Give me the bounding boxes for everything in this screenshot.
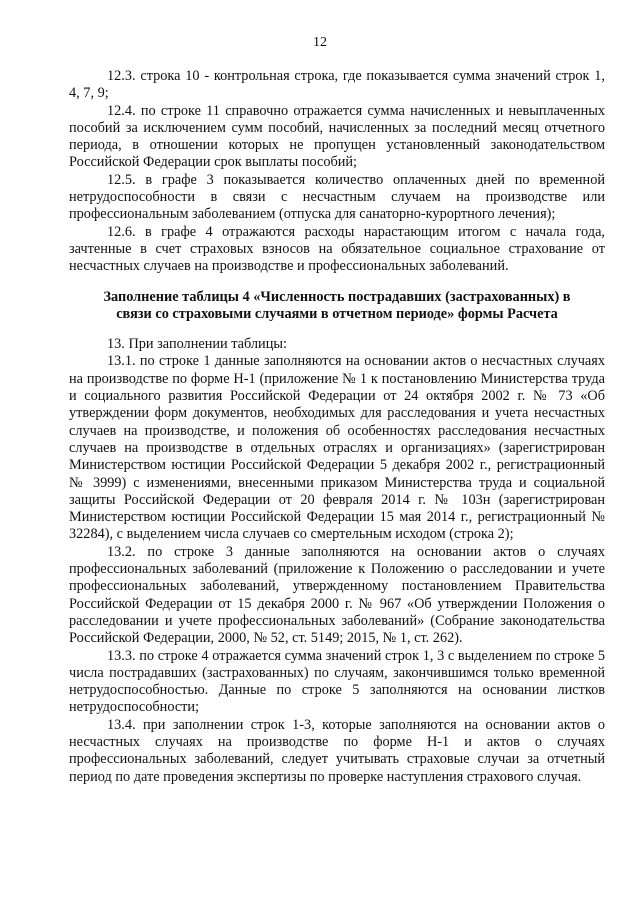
paragraph-13-2: 13.2. по строке 3 данные заполняются на основании актов о случаях профессиональных заболеваний (приложение к Положению о расследовании и учете профессиональных заболеваний, утвержденному постановлением Правительства Российской Федерации от 15 декабря 2000 г. № 967 «Об утверждении Положения о расследовании и учете профессиональных заболеваний» (Собрание законодательства Российской Федерации, 2000, № 52, ст. 5149; 2015, № 1, ст. 262). bbox=[69, 543, 605, 647]
paragraph-12-3: 12.3. строка 10 - контрольная строка, где показывается сумма значений строк 1, 4, 7, 9; bbox=[69, 68, 605, 102]
section-heading: Заполнение таблицы 4 «Численность пострадавших (застрахованных) в связи со страховыми случаями в отчетном периоде» формы Расчета bbox=[103, 288, 571, 322]
paragraph-13-4: 13.4. при заполнении строк 1-3, которые заполняются на основании актов о несчастных случаях на производстве по форме Н-1 и актов о случаях профессиональных заболеваний, следует учитывать страховые случаи за отчетный период по дате проведения экспертизы по проверке наступления страхового случая. bbox=[69, 716, 605, 785]
document-body bbox=[69, 68, 605, 786]
paragraph-12-5: 12.5. в графе 3 показывается количество оплаченных дней по временной нетрудоспособности в связи с несчастным случаем на производстве или профессиональным заболеванием (отпуска для санаторно-курортного лечения); bbox=[69, 171, 605, 223]
page-number: 12 bbox=[313, 35, 327, 50]
paragraph-13-1: 13.1. по строке 1 данные заполняются на основании актов о несчастных случаях на производстве по форме Н-1 (приложение № 1 к постановлению Министерства труда и социального развития Российской Федерации от 24 октября 2002 г. № 73 «Об утверждении форм документов, необходимых для расследования и учета несчастных случаев на производстве, и положения об особенностях расследования несчастных случаев на производстве в отдельных отраслях и организациях» (зарегистрирован Министерством юстиции Российской Федерации 5 декабря 2002 г., регистрационный № 3999) с изменениями, внесенными приказом Министерства труда и социальной защиты Российской Федерации от 20 февраля 2014 г. № 103н (зарегистрирован Министерством юстиции Российской Федерации 15 мая 2014 г., регистрационный № 32284), с выделением числа случаев со смертельным исходом (строка 2); bbox=[69, 353, 605, 543]
paragraph-13: 13. При заполнении таблицы: bbox=[107, 336, 287, 353]
paragraph-12-4: 12.4. по строке 11 справочно отражается сумма начисленных и невыплаченных пособий за исключением сумм пособий, начисленных за последний месяц отчетного периода, в отношении которых не пропущен установленный законодательством Российской Федерации срок выплаты пособий; bbox=[69, 102, 605, 171]
paragraph-13-3: 13.3. по строке 4 отражается сумма значений строк 1, 3 с выделением по строке 5 числа пострадавших (застрахованных) по случаям, закончившимся только временной нетрудоспособностью. Данные по строке 5 заполняются на основании листков нетрудоспособности; bbox=[69, 647, 605, 716]
paragraph-12-6: 12.6. в графе 4 отражаются расходы нарастающим итогом с начала года, зачтенные в счет страховых взносов на обязательное социальное страхование от несчастных случаев на производстве и профессиональных заболеваний. bbox=[69, 223, 605, 275]
